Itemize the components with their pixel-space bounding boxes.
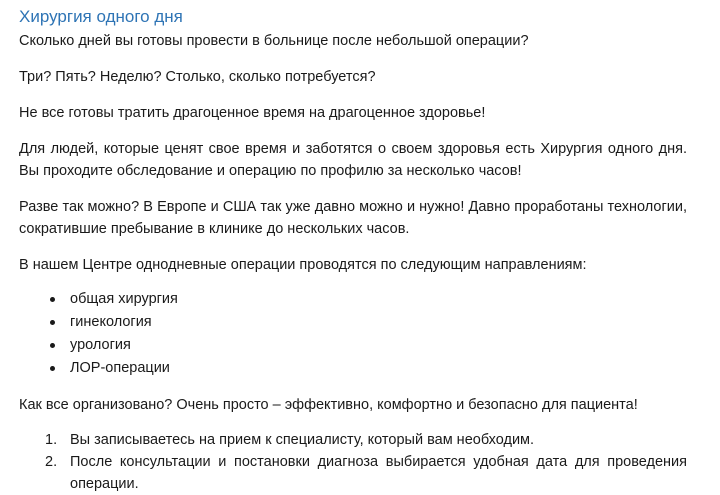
bullet-icon <box>50 320 55 325</box>
paragraph-directions-intro: В нашем Центре однодневные операции проводятся по следующим направлениям: <box>19 257 587 273</box>
paragraph-one-day-surgery: Для людей, которые ценят свое время и заботятся о своем здоровья есть Хирургия одного дня. Вы проходите обследование и операцию по профилю за несколько часов! <box>19 141 687 179</box>
list-item-label: общая хирургия <box>70 291 178 307</box>
paragraph-question: Сколько дней вы готовы провести в больнице после небольшой операции? <box>19 33 529 49</box>
paragraph-options: Три? Пять? Неделю? Столько, сколько потребуется? <box>19 69 376 85</box>
bullet-icon <box>50 343 55 348</box>
list-item <box>19 288 687 311</box>
step-text: Вы записываетесь на прием к специалисту, который вам необходим. <box>70 432 535 448</box>
paragraph-time: Не все готовы тратить драгоценное время на драгоценное здоровье! <box>19 105 486 121</box>
paragraph-europe-usa: Разве так можно? В Европе и США так уже давно можно и нужно! Давно проработаны технологии, сократившие пребывание в клинике до нескольких часов. <box>19 199 687 237</box>
list-item <box>19 311 687 334</box>
list-item-label: урология <box>70 337 131 353</box>
document-title: Хирургия одного дня <box>19 7 183 26</box>
document-page <box>19 6 687 495</box>
bullet-icon <box>50 297 55 302</box>
step-item <box>19 429 687 451</box>
steps-list <box>19 429 687 495</box>
list-item-label: гинекология <box>70 314 152 330</box>
bullet-icon <box>50 366 55 371</box>
list-item-label: ЛОР-операции <box>70 360 170 376</box>
list-item <box>19 334 687 357</box>
step-number: 2. <box>45 454 58 470</box>
paragraph-organization: Как все организовано? Очень просто – эффективно, комфортно и безопасно для пациента! <box>19 397 638 413</box>
list-item <box>19 357 687 380</box>
step-number: 1. <box>45 432 58 448</box>
step-text: После консультации и постановки диагноза выбирается удобная дата для проведения операции. <box>70 454 687 492</box>
directions-list <box>19 288 687 380</box>
step-item <box>19 451 687 495</box>
